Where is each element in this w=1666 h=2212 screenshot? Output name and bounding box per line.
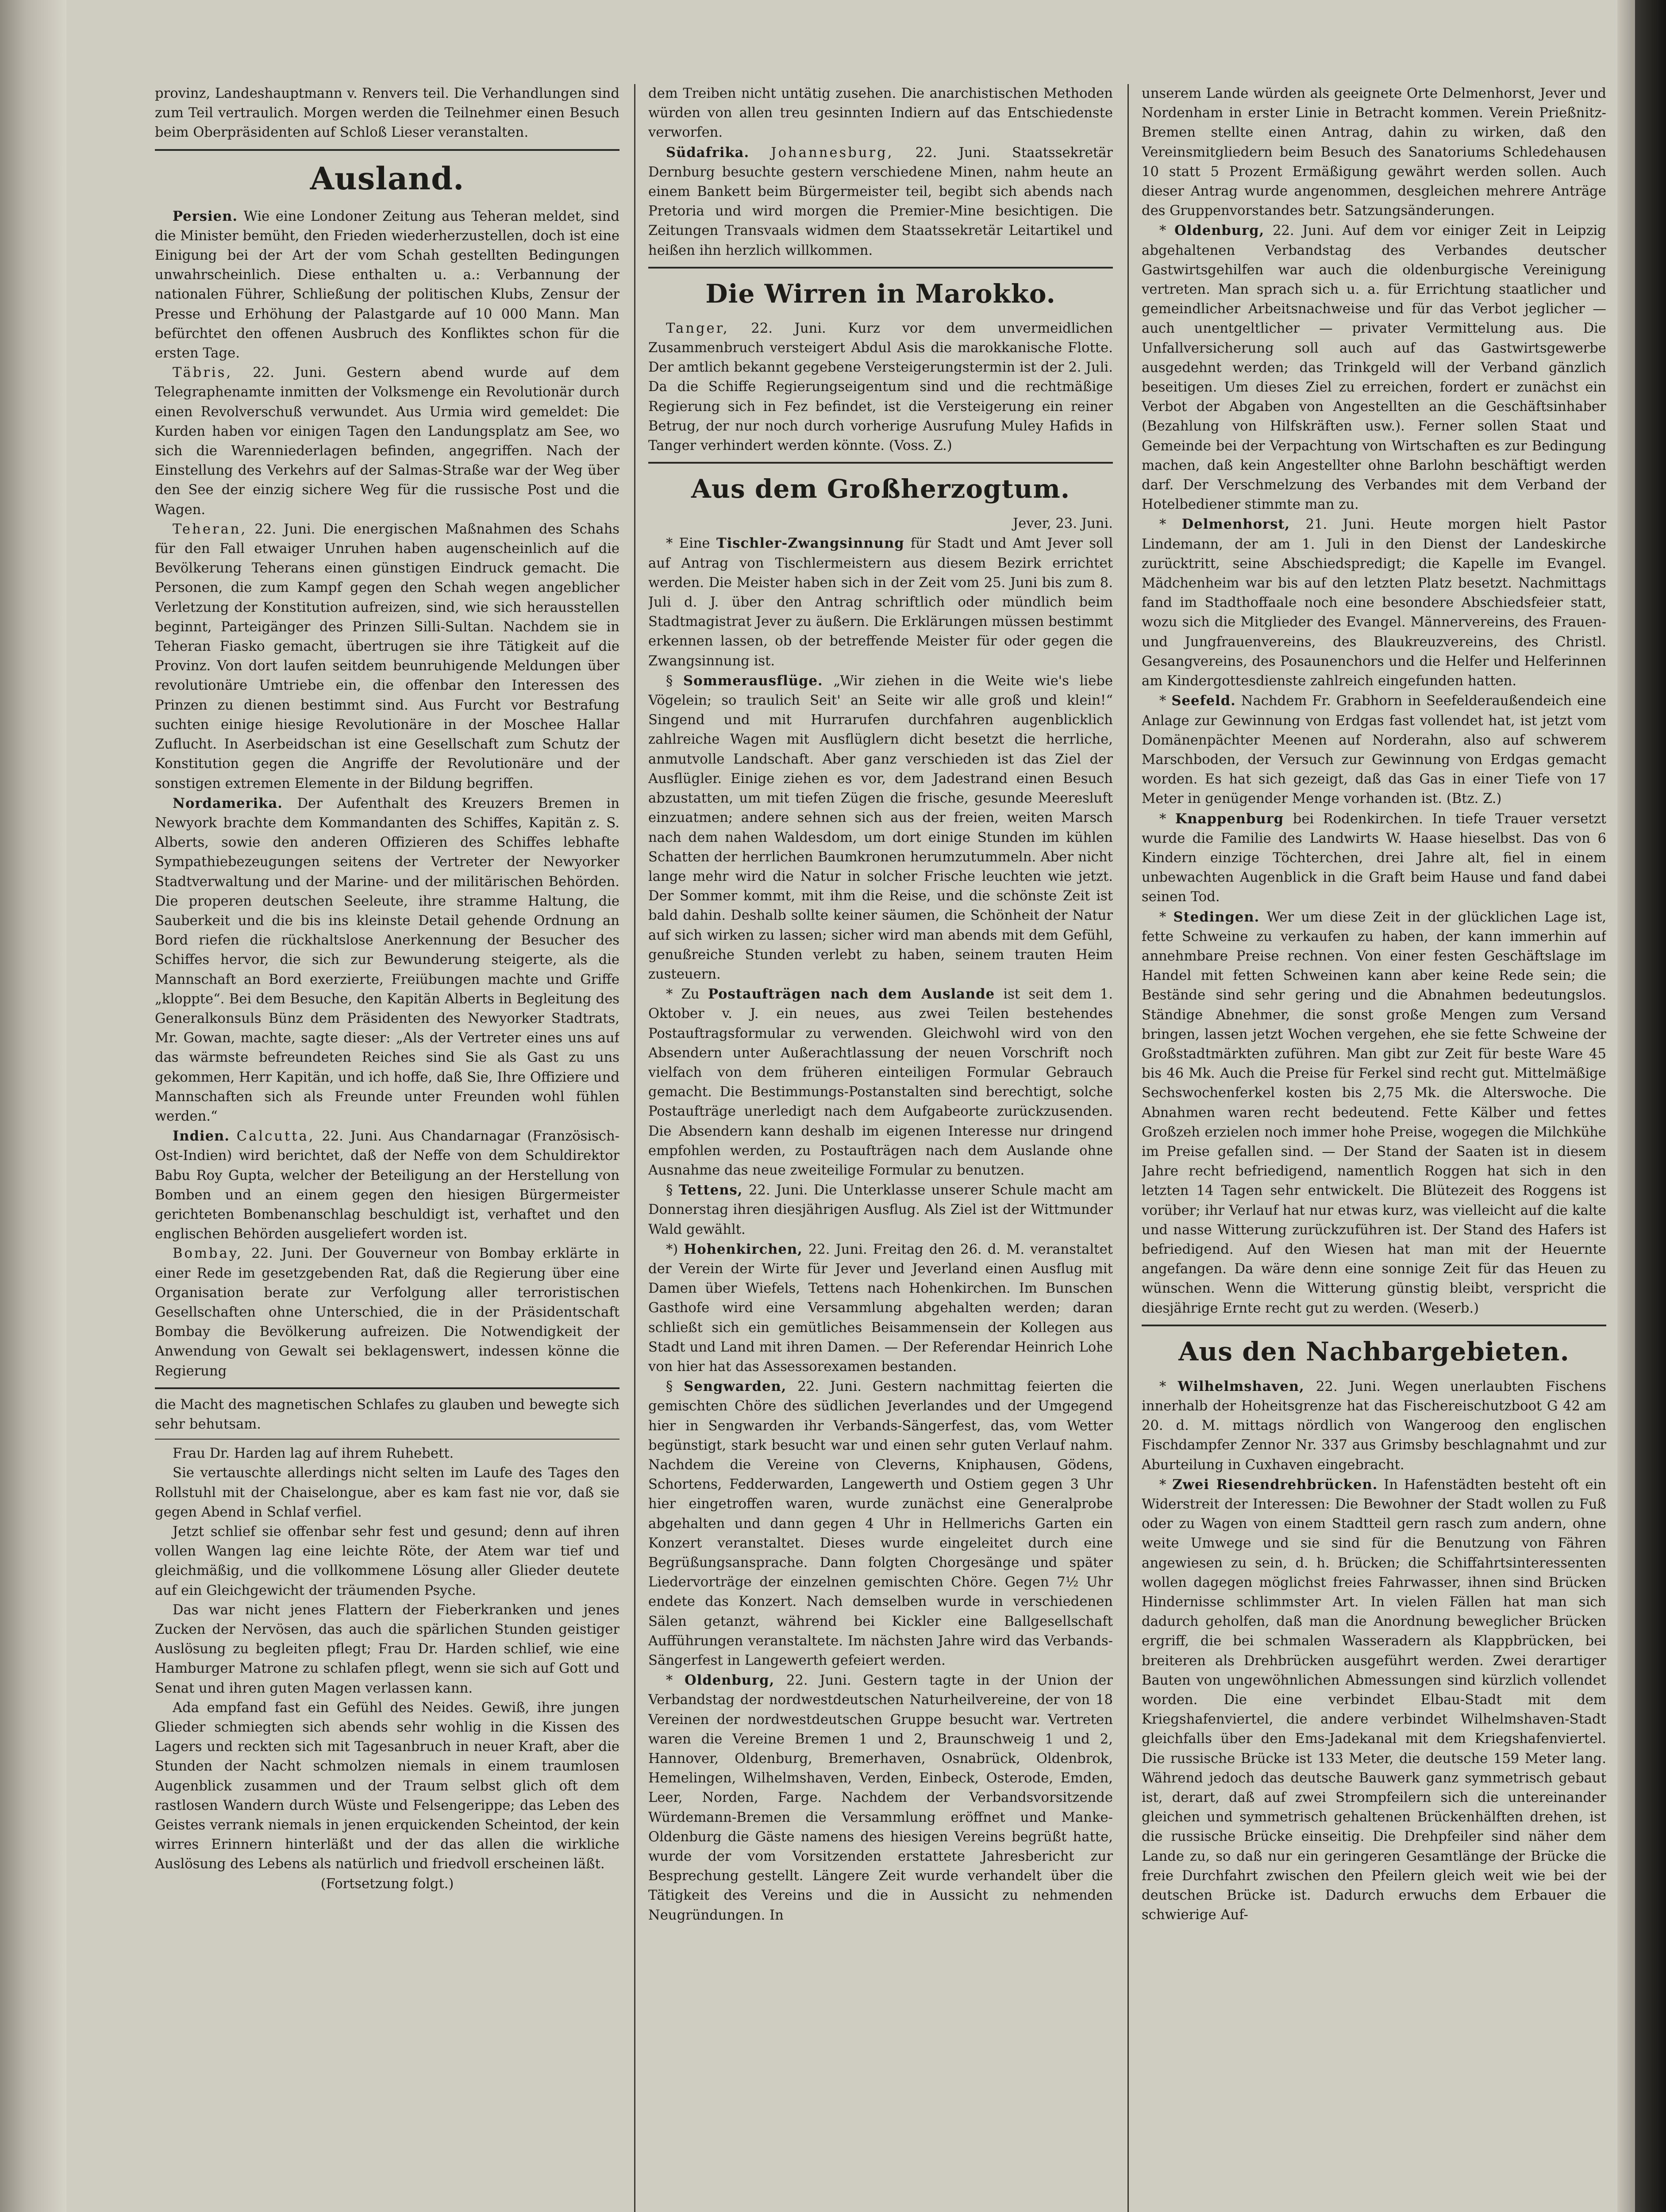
article-nordamerika: Nordamerika. Der Aufenthalt des Kreuzers Bremen in Newyork brachte dem Kommandanten des Schiffes, Kapitän z. S. Alberts, sowie den anderen Offizieren des Schiffes lebhafte Sympathiebezeugungen seitens der Vertreter der Newyorker Stadtverwaltung und der Marine- und der militärischen Behörden. Die properen deutschen Seeleute, ihre stramme Haltung, die Sauberkeit und die bis ins kleinste Detail gehende Ordnung an Bord riefen die rückhaltslose Anerkennung der Besucher des Schiffes hervor, die sich zur Bewunderung steigerte, als die Mannschaft an Bord exerzierte, Freiübungen machte und Griffe „kloppte“. Bei dem Besuche, den Kapitän Alberts in Begleitung des Generalkonsuls Bünz dem Präsidenten des Newyorker Stadtrats, Mr. Gowan, machte, sagte dieser: „Als der Vertreter eines uns auf das wärmste befreundeten Reiches sind Sie als Gast zu uns gekommen, Herr Kapitän, und ich hoffe, daß Sie, Ihre Offiziere und Mannschaften sich als Freunde unter Freunden wohl fühlen werden.“ <box>155 795 619 1124</box>
article-bombay: Bombay, 22. Juni. Der Gouverneur von Bombay erklärte in einer Rede im gesetzgebenden Rat, daß die Regierung über eine Organisation berate zur Verfolgung aller terroristischen Gesellschaften ohne Unterschied, die in der Präsidentschaft Bombay die Bevölkerung aufreizen. Die Notwendigkeit der Anwendung von Gewalt sei beklagenswert, indessen könne die Regierung <box>155 1246 619 1379</box>
section-title-marokko: Die Wirren in Marokko. <box>705 278 1056 309</box>
section-divider <box>648 267 1113 269</box>
column-1 <box>155 84 619 2212</box>
source-note: (Btz. Z.) <box>1446 791 1502 807</box>
article-keyword: Indien. <box>173 1128 230 1144</box>
article-stedingen: * Stedingen. Wer um diese Zeit in der glücklichen Lage ist, fette Schweine zu verkaufen zu haben, der kann immerhin auf annehmbare Preise rechnen. Von einer festen Geschäftslage im Handel mit fetten Schweinen kann aber keine Rede sein; die Bestände sind sehr gering und die Abnahmen bedeutungslos. Ständige Abnehmer, die sonst große Mengen zum Versand bringen, lassen jetzt Wochen vergehen, ehe sie fette Schweine der Großstadtmärkten zuführen. Man gibt zur Zeit für beste Ware 45 bis 46 Mk. Auch die Preise für Ferkel sind recht gut. Mittelmäßige Sechswochenferkel kosten bis 2,75 Mk. die Alterswoche. Die Abnahmen waren recht bedeutend. Fette Kälber und fettes Großzeh erzielen noch immer hohe Preise, wogegen die Milchkühe im Preise gefallen sind. — Der Stand der Saaten ist in diesem Jahre recht befriedigend, namentlich Roggen hat sich in den letzten 14 Tagen sehr entwickelt. Die Blütezeit des Roggens ist vorüber; ihr Verlauf hat nur etwas kurz, was vielleicht auf die kalte und nasse Witterung zurückzuführen ist. Der Stand des Hafers ist befriedigend. Auf den Wiesen hat man mit der Heuernte angefangen. Da wäre denn eine sonnige Zeit für das Heuen zu wünschen. Wenn die Witterung günstig bleibt, verspricht die diesjährige Ernte recht gut zu werden. (Weserb.) <box>1142 909 1606 1316</box>
section-title-grossherzogtum: Aus dem Großherzogtum. <box>691 474 1070 504</box>
article-tanger: Tanger, 22. Juni. Kurz vor dem unvermeidlichen Zusammenbruch versteigert Abdul Asis die marokkanische Flotte. Der amtlich bekannt gegebene Versteigerungstermin ist der 2. Juli. Da die Schiffe Regierungseigentum sind und die rechtmäßige Regierung sich in Fez befindet, ist die Versteigerung ein reiner Betrug, der nur noch durch vorherige Ausrufung Muley Hafids in Tanger verhindert werden könnte. (Voss. Z.) <box>648 320 1113 454</box>
section-divider <box>155 149 619 151</box>
section-divider <box>648 462 1113 464</box>
article-oldenburg-2: * Oldenburg, 22. Juni. Auf dem vor einiger Zeit in Leipzig abgehaltenen Verbandstag des Verbandes deutscher Gastwirtsgehilfen war auch die oldenburgische Vereinigung vertreten. Man sprach sich u. a. für Errichtung staatlicher und gemeindlicher Arbeitsnachweise und für das Verbot jeglicher — auch unentgeltlicher — privater Vermittelung aus. Die Unfallversicherung soll auch auf das Gastwirtsgewerbe ausgedehnt werden; das Trinkgeld will der Verband gänzlich beseitigen. Um dieses Ziel zu erreichen, fordert er zunächst ein Verbot der Abgaben von Angestellten an die Geschäftsinhaber (Bezahlung von Hilfskräften usw.). Ferner sollen Staat und Gemeinde bei der Verpachtung von Wirtschaften es zur Bedingung machen, daß kein Angestellter ohne Barlohn beschäftigt werden darf. Der Verschmelzung des Verbandes mit dem Verband der Hotelbediener stimmte man zu. <box>1142 223 1606 513</box>
article-continuation: dem Treiben nicht untätig zusehen. Die anarchistischen Methoden würden von allen treu gesinnten Indiern auf das Entschiedenste verworfen. <box>648 86 1113 141</box>
article-continuation: provinz, Landeshauptmann v. Renvers teil. Die Verhandlungen sind zum Teil vertraulich. Morgen werden die Teilnehmer einen Besuch beim Oberpräsidenten auf Schloß Lieser veranstalten. <box>155 86 619 141</box>
article-teheran: Teheran, 22. Juni. Die energischen Maßnahmen des Schahs für den Fall etwaiger Unruhen haben augenscheinlich auf die Bevölkerung Teherans einen günstigen Eindruck gemacht. Die Personen, die zum Kampf gegen den Schah wegen angeblicher Verletzung der Konstitution aufreizen, sind, wie sich herausstellen beginnt, Parteigänger des Prinzen Silli-Sultan. Nachdem sie in Teheran Fiasko gemacht, übertrugen sie ihre Tätigkeit auf die Provinz. Von dort laufen seitdem beunruhigende Meldungen über revolutionäre Umtriebe ein, die offenbar den Interessen des Prinzen zu dienen bestimmt sind. Aus Furcht vor Bestrafung suchten einige hiesige Revolutionäre in der Moschee Hallar Zuflucht. In Aserbeidschan ist eine Gesellschaft zum Schutz der Konstitution gegen die Angriffe der Revolutionäre und der sonstigen extremen Elemente in der Bildung begriffen. <box>155 521 619 791</box>
feuilleton-paragraph: die Macht des magnetischen Schlafes zu glauben und bewegte sich sehr behutsam. <box>155 1397 619 1432</box>
article-keyword: Südafrika. <box>666 144 750 161</box>
article-indien: Indien. Calcutta, 22. Juni. Aus Chandarnagar (Französisch-Ost-Indien) wird berichtet, daß der Neffe von dem Schuldirektor Babu Roy Gupta, welcher der Beteiligung an der Herstellung von Bomben und an einem gegen den hiesigen Bürgermeister gerichteten Bombenanschlag beschuldigt ist, verhaftet und den englischen Behörden ausgeliefert worden ist. <box>155 1128 619 1242</box>
article-taebris: Täbris, 22. Juni. Gestern abend wurde auf dem Telegraphenamte inmitten der Volksmenge ein Revolutionär durch einen Revolverschuß verwundet. Aus Urmia wird gemeldet: Die Kurden haben vor einigen Tagen den Landungsplatz am See, wo sich die Warenniederlagen befinden, angegriffen. Nach der Einstellung des Verkehrs auf der Salmas-Straße war der Weg über den See der einzig sichere Weg für die russische Post und die Wagen. <box>155 365 619 518</box>
article-continuation: unserem Lande würden als geeignete Orte Delmenhorst, Jever und Nordenham in erster Linie in Betracht kommen. Verein Prießnitz-Bremen stellte einen Antrag, dahin zu wirken, daß den Vereinsmitgliedern beim Besuch des Sanatoriums Schledehausen 10 statt 5 Prozent Ermäßigung gewährt werden sollen. Auch dieser Antrag wurde angenommen, desgleichen mehrere Anträge des Gruppenvorstandes betr. Satzungsänderungen. <box>1142 86 1606 219</box>
article-post: * Zu Postaufträgen nach dem Auslande ist seit dem 1. Oktober v. J. ein neues, aus zwei Teilen bestehendes Postauftragsformular zu verwenden. Gleichwohl wird von den Absendern unter Außerachtlassung der neuen Vorschrift noch vielfach von dem früheren einteiligen Formular Gebrauch gemacht. Die Bestimmungs-Postanstalten sind berechtigt, solche Postaufträge unerledigt nach dem Aufgabeorte zurückzusenden. Die Absendern kann deshalb im eigenen Interesse nur dringend empfohlen werden, zu Postaufträgen nach dem Auslande ohne Ausnahme das neue zweiteilige Formular zu benutzen. <box>648 986 1113 1178</box>
book-page-edge-left <box>0 0 66 2212</box>
source-note: (Voss. Z.) <box>889 438 952 454</box>
column-3 <box>1142 84 1606 2212</box>
feuilleton-story <box>155 1395 619 1894</box>
article-tettens: § Tettens, 22. Juni. Die Unterklasse unserer Schule macht am Donnerstag ihren diesjährigen Ausflug. Als Ziel ist der Wittmunder Wald gewählt. <box>648 1182 1113 1237</box>
article-place: Täbris, <box>173 365 233 381</box>
article-keyword: Nordamerika. <box>173 795 283 811</box>
article-seefeld: * Seefeld. Nachdem Fr. Grabhorn in Seefelderaußendeich eine Anlage zur Gewinnung von Erdgas fast vollendet hat, ist jetzt vom Domänenpächter Meenen auf Norderahn, also auf schwerem Marschboden, der Versuch zur Gewinnung von Erdgas gemacht worden. Es hat sich gezeigt, daß das Gas in einer Tiefe von 17 Meter in genügender Menge vorhanden ist. (Btz. Z.) <box>1142 693 1606 807</box>
feuilleton-paragraph: Frau Dr. Harden lag auf ihrem Ruhebett. <box>173 1446 454 1462</box>
article-knappenburg: * Knappenburg bei Rodenkirchen. In tiefe Trauer versetzt wurde die Familie des Landwirts W. Haase hieselbst. Das von 6 Kindern einzige Töchterchen, drei Jahre alt, fiel in einem unbewachten Augenblick in die Graft beim Hause und fand dabei seinen Tod. <box>1142 810 1606 905</box>
article-sengwarden: § Sengwarden, 22. Juni. Gestern nachmittag feierten die gemischten Chöre des südlichen Jeverlandes und der Umgegend hier in Sengwarden ihr Verbands-Sängerfest, das, vom Wetter begünstigt, stark besucht war und einen sehr guten Verlauf nahm. Nachdem die Vereine von Cleverns, Kniphausen, Gödens, Schortens, Fedderwarden, Langewerth und Ostiem gegen 3 Uhr hier eingetroffen waren, wurde zunächst eine Generalprobe abgehalten und dann gegen 4 Uhr in Hellmerichs Garten ein Konzert veranstaltet. Dieses wurde eingeleitet durch eine Begrüßungsansprache. Dann folgten Chorgesänge und später Liedervorträge der einzelnen gemischten Chöre. Gegen 7½ Uhr endete das Konzert. Nach demselben wurde in verschiedenen Sälen getanzt, während bei Kickler eine Ballgesellschaft Aufführungen veranstaltete. Im nächsten Jahre wird das Verbands-Sängerfest in Langewerth gefeiert werden. <box>648 1379 1113 1669</box>
column-divider <box>1127 84 1129 2212</box>
article-place: Tanger, <box>666 320 729 336</box>
newspaper-page <box>88 84 1606 2212</box>
section-title-nachbargebiete: Aus den Nachbargebieten. <box>1178 1336 1570 1367</box>
article-wilhelmshaven: * Wilhelmshaven, 22. Juni. Wegen unerlaubten Fischens innerhalb der Hoheitsgrenze hat das Fischereischutzboot G 42 am 20. d. M. mittags nördlich von Wangeroog den englischen Fischdampfer Zennor Nr. 337 aus Grimsby beschlagnahmt und zur Aburteilung in Cuxhaven eingebracht. <box>1142 1378 1606 1473</box>
article-suedafrika: Südafrika. Johannesburg, 22. Juni. Staatssekretär Dernburg besuchte gestern verschiedene Minen, nahm heute an einem Bankett beim Bürgermeister teil, begibt sich abends nach Pretoria und wird morgen die Premier-Mine besichtigen. Die Zeitungen Transvaals widmen dem Staatssekretär Leitartikel und heißen ihn herzlich willkommen. <box>648 144 1113 258</box>
source-note: (Weserb.) <box>1413 1300 1479 1316</box>
feuilleton-rule <box>155 1439 619 1440</box>
dateline: Jever, 23. Juni. <box>1012 516 1113 532</box>
article-sommer: § Sommerausflüge. „Wir ziehen in die Weite wie's liebe Vögelein; so traulich Seit' an Seite wir alle groß und klein!“ Singend und mit Hurrarufen durchfahren augenblicklich zahlreiche Wagen mit Ausflüglern dicht besetzt die herrliche, anmutvolle Landschaft. Aber ganz verschieden ist das Ziel der Ausflügler. Einige ziehen es vor, dem Jadestrand einen Besuch abzustatten, um mit tiefen Zügen die frische, gesunde Meeresluft einzuatmen; andere sehnen sich aus der freien, weiten Marsch nach dem nahen Waldesdom, um dort einige Stunden im kühlen Schatten der herrlichen Baumkronen herumzutummeln. Aber nicht lange mehr wird die Natur in solcher Frische leuchten wie jetzt. Der Sommer kommt, mit ihm die Reise, und die schönste Zeit ist bald dahin. Deshalb sollte keiner säumen, die Schönheit der Natur auf sich wirken zu lassen; sicher wird man abends mit dem Gefühl, genußreiche Stunden verlebt zu haben, seinem trauten Heim zusteuern. <box>648 672 1113 982</box>
article-delmenhorst: * Delmenhorst, 21. Juni. Heute morgen hielt Pastor Lindemann, der am 1. Juli in den Dienst der Landeskirche zurücktritt, seine Abschiedspredigt; die Kapelle im Evangel. Mädchenheim war bis auf den letzten Platz besetzt. Nachmittags fand im Stadthoffaale noch eine besondere Abschiedsfeier statt, wozu sich die Mitglieder des Evangel. Männervereins, des Frauen- und Jungfrauenvereins, des Blaukreuzvereins, des Christl. Gesangvereins, des Posaunenchors und die Helfer und Helferinnen am Kindergottesdienste zahlreich eingefunden hatten. <box>1142 516 1606 689</box>
article-hohenkirchen: *) Hohenkirchen, 22. Juni. Freitag den 26. d. M. veranstaltet der Verein der Wirte für Jever und Jeverland einen Ausflug mit Damen über Wiefels, Tettens nach Hohenkirchen. Im Bunschen Gasthofe wird eine Versammlung abgehalten werden; daran schließt sich ein gemütliches Beisammensein der Kollegen aus Stadt und Land mit ihren Damen. — Der Referendar Heinrich Lohe von hier hat das Assessorexamen bestanden. <box>648 1241 1113 1375</box>
article-riesendrehbruecken: * Zwei Riesendrehbrücken. In Hafenstädten besteht oft ein Widerstreit der Interessen: Die Bewohner der Stadt wollen zu Fuß oder zu Wagen von einem Stadtteil gern rasch zum andern, ohne weite Umwege und sie sind für die Benutzung von Fähren angewiesen zu sein, d. h. Brücken; die Schiffahrtsinteressenten wollen dagegen möglichst freies Fahrwasser, ihnen sind Brücken Hindernisse schlimmster Art. In vielen Fällen hat man sich dadurch geholfen, daß man die Anordnung beweglicher Brücken ergriff, die bei schmalen Wasseradern als Klappbrücken, bei breiteren als Drehbrücken ausgeführt werden. Zwei derartiger Bauten von ungewöhnlichen Abmessungen sind kürzlich vollendet worden. Die eine verbindet Elbau-Stadt mit dem Kriegshafenviertel, die andere verbindet Wilhelmshaven-Stadt gleichfalls über den Ems-Jadekanal mit dem Kriegshafenviertel. Die russische Brücke ist 133 Meter, die deutsche 159 Meter lang. Während jedoch das deutsche Bauwerk ganz symmetrisch gebaut ist, derart, daß auf zwei Strompfeilern sich die untereinander gleichen und symmetrisch gehaltenen Brückenhälften drehen, ist die russische Brücke einseitig. Die Drehpfeiler sind näher dem Lande zu, so daß nur ein geringeren Gesamtlänge der Brücke die freie Durchfahrt zwischen den Pfeilern gleich weit wie bei der deutschen Brücke ist. Dadurch erwuchs dem Erbauer die schwierige Auf- <box>1142 1476 1606 1923</box>
feuilleton-paragraph: Ada empfand fast ein Gefühl des Neides. Gewiß, ihre jungen Glieder schmiegten sich abends sehr wohlig in die Kissen des Lagers und reckten sich mit Tagesanbruch in neuer Kraft, aber die Stunden der Nacht schmolzen niemals in einem traumlosen Augenblick zusammen und der Traum selbst glich oft dem rastlosen Wandern durch Wüste und Felsengerippe; das Leben des Geistes verrank niemals in jenen erquickenden Scheintod, der kein wirres Erinnern hinterläßt und der das allen die wirkliche Auslösung des Lebens als natürlich und friedvoll erscheinen läßt. <box>155 1700 619 1872</box>
article-oldenburg: * Oldenburg, 22. Juni. Gestern tagte in der Union der Verbandstag der nordwestdeutschen Naturheilvereine, der von 18 Vereinen der nordwestdeutschen Gruppe besucht war. Vertreten waren die Vereine Bremen 1 und 2, Braunschweig 1 und 2, Hannover, Oldenburg, Bremerhaven, Osnabrück, Oldenbrok, Hemelingen, Wilhelmshaven, Verden, Einbeck, Osterode, Emden, Leer, Norden, Farge. Nachdem der Verbandsvorsitzende Würdemann-Bremen die Versammlung eröffnet und Manke-Oldenburg die Gäste namens des hiesigen Vereins begrüßt hatte, wurde der vom Vorsitzenden erstattete Jahresbericht zur Besprechung gestellt. Längere Zeit wurde verhandelt über die Tätigkeit des Vereins und die in Aussicht zu nehmenden Neugründungen. In <box>648 1672 1113 1923</box>
article-tischler: * Eine Tischler-Zwangsinnung für Stadt und Amt Jever soll auf Antrag von Tischlermeistern aus diesem Bezirk errichtet werden. Die Meister haben sich in der Zeit vom 25. Juni bis zum 8. Juli d. J. über den Antrag schriftlich oder mündlich beim Stadtmagistrat Jever zu äußern. Die Erklärungen müssen bestimmt erkennen lassen, ob der betreffende Meister für oder gegen die Zwangsinnung ist. <box>648 535 1113 669</box>
feuilleton-divider <box>155 1387 619 1389</box>
feuilleton-paragraph: Sie vertauschte allerdings nicht selten im Laufe des Tages den Rollstuhl mit der Chaiselongue, aber es kam fast nie vor, daß sie gegen Abend in Schlaf verfiel. <box>155 1465 619 1520</box>
article-persien: Persien. Wie eine Londoner Zeitung aus Teheran meldet, sind die Minister bemüht, den Frieden wiederherzustellen, doch ist eine Einigung bei der Art der vom Schah gestellten Bedingungen unwahrscheinlich. Diese enthalten u. a.: Verbannung der nationalen Führer, Schließung der politischen Klubs, Zensur der Presse und Erhöhung der Palastgarde auf 10 000 Mann. Man befürchtet den offenen Ausbruch des Konfliktes schon für die ersten Tage. <box>155 208 619 361</box>
section-divider <box>1142 1325 1606 1326</box>
article-keyword: Persien. <box>173 208 238 224</box>
section-title: Ausland. <box>310 160 465 197</box>
continuation-note: (Fortsetzung folgt.) <box>320 1876 454 1892</box>
article-place: Bombay, <box>173 1246 243 1262</box>
book-page-edge-right <box>1635 0 1666 2212</box>
feuilleton-paragraph: Das war nicht jenes Flattern der Fieberkranken und jenes Zucken der Nervösen, das auch die spärlichen Stunden geistiger Auslösung zu begleiten pflegt; Frau Dr. Harden schlief, wie eine Hamburger Matrone zu schlafen pflegt, wenn sie sich auf Gott und Senat und ihren guten Magen verlassen kann. <box>155 1602 619 1696</box>
column-2 <box>648 84 1113 2212</box>
article-place: Teheran, <box>173 521 247 537</box>
book-spine-strip <box>1617 0 1635 2212</box>
feuilleton-paragraph: Jetzt schlief sie offenbar sehr fest und gesund; denn auf ihren vollen Wangen lag eine leichte Röte, der Atem war tief und gleichmäßig, und die vollkommene Lösung aller Glieder deutete auf ein Gleichgewicht der träumenden Psyche. <box>155 1524 619 1598</box>
column-divider <box>634 84 635 2212</box>
